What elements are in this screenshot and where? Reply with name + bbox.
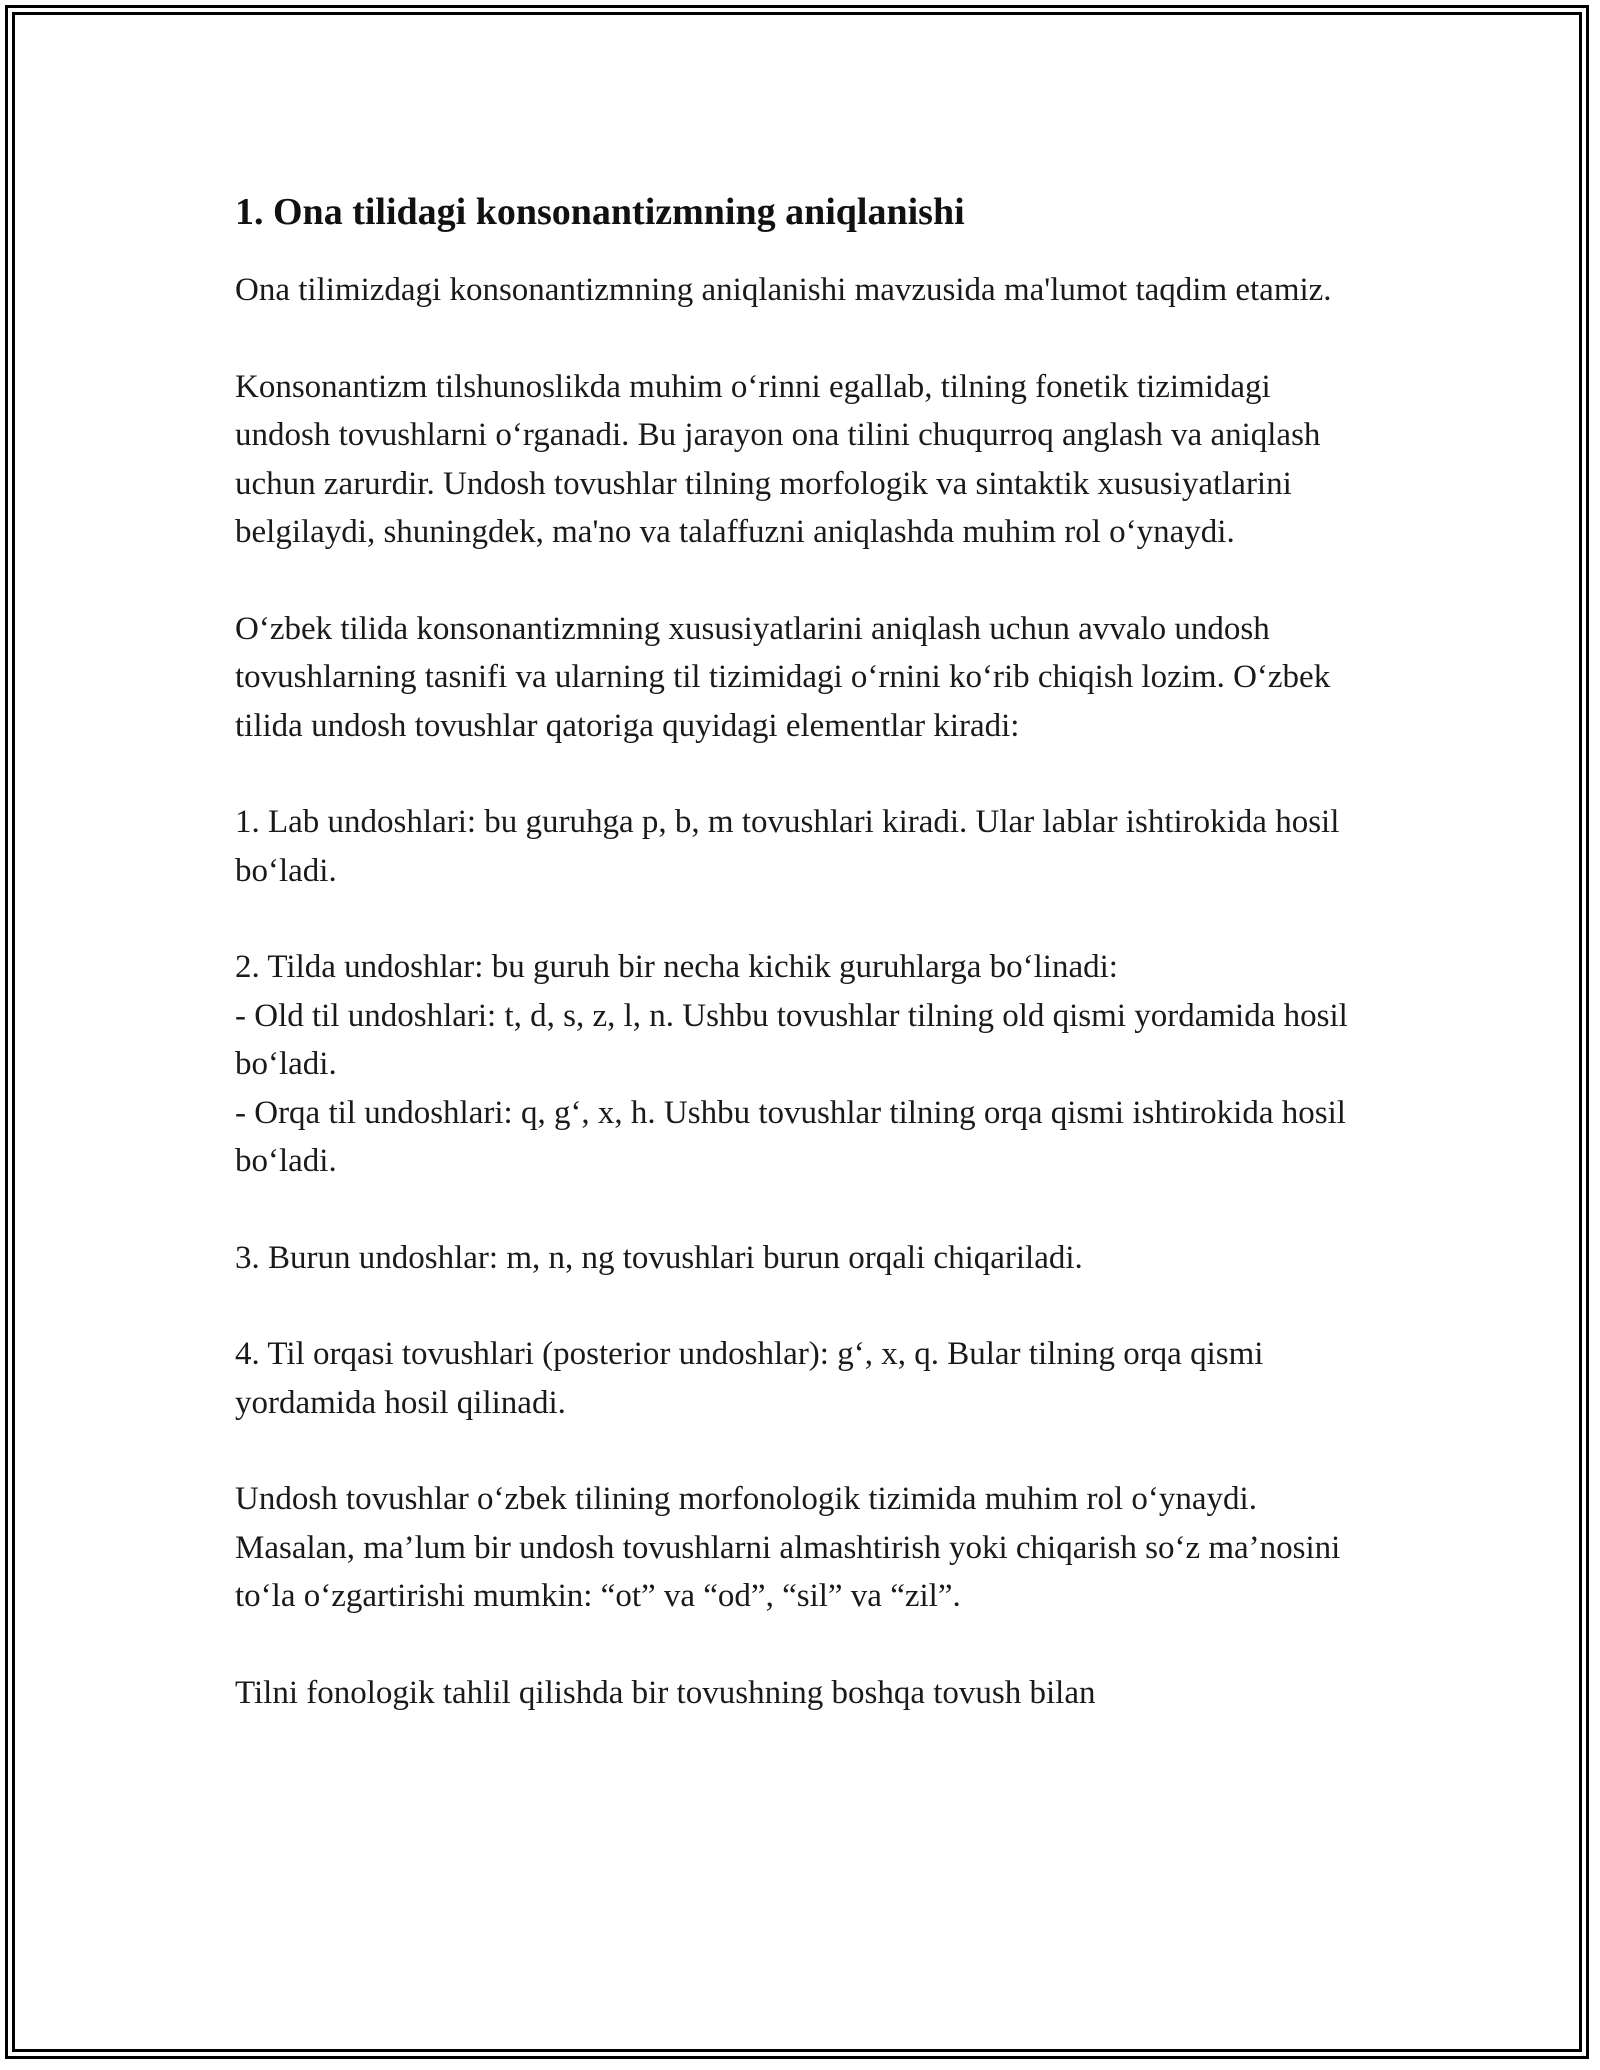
paragraph-morfonologik: Undosh tovushlar o‘zbek tilining morfonologik tizimida muhim rol o‘ynaydi. Masalan, ma’lum bir undosh tovushlarni almashtirish yoki chiqarish so‘z ma’nosini to‘la o‘zgartirishi mumkin: “ot” va “od”, “sil” va “zil”. xyxy=(235,1481,1341,1614)
paragraph-intro: Ona tilimizdagi konsonantizmning aniqlanishi mavzusida ma'lumot taqdim etamiz. xyxy=(235,272,1332,308)
list-item-til-orqasi: 4. Til orqasi tovushlari (posterior undoshlar): g‘, x, q. Bular tilning orqa qismi yordamida hosil qilinadi. xyxy=(235,1336,1264,1421)
paragraph-fonologik: Tilni fonologik tahlil qilishda bir tovushning boshqa tovush bilan xyxy=(235,1674,1096,1711)
list-item-tilda-undoshlar: 2. Tilda undoshlar: bu guruh bir necha kichik guruhlarga bo‘linadi: - Old til undoshlari: t, d, s, z, l, n. Ushbu tovushlar tilning old qismi yordamida hosil bo‘ladi. - Orqa til undoshlari: q, g‘, x, h. Ushbu tovushlar tilning orqa qismi ishtirokida hosil bo‘ladi. xyxy=(235,949,1348,1179)
list-item-burun-undoshlar: 3. Burun undoshlar: m, n, ng tovushlari burun orqali chiqariladi. xyxy=(235,1239,1083,1276)
document-title: 1. Ona tilidagi konsonantizmning aniqlanishi xyxy=(235,191,965,233)
list-item-lab-undoshlari: 1. Lab undoshlari: bu guruhga p, b, m tovushlari kiradi. Ular lablar ishtirokida hosil bo‘ladi. xyxy=(235,804,1340,889)
paragraph-classification: O‘zbek tilida konsonantizmning xususiyatlarini aniqlash uchun avvalo undosh tovushlarning tasnifi va ularning til tizimidagi o‘rnini ko‘rib chiqish lozim. O‘zbek tilida undosh tovushlar qatoriga quyidagi elementlar kiradi: xyxy=(235,610,1331,744)
document-body xyxy=(235,186,1365,1717)
paragraph-konsonantizm: Konsonantizm tilshunoslikda muhim o‘rinni egallab, tilning fonetik tizimidagi undosh tovushlarni o‘rganadi. Bu jarayon ona tilini chuqurroq anglash va aniqlash uchun zarurdir. Undosh tovushlar tilning morfologik va sintaktik xususiyatlarini belgilaydi, shuningdek, ma'no va talaffuzni aniqlashda muhim rol o‘ynaydi. xyxy=(235,368,1321,550)
